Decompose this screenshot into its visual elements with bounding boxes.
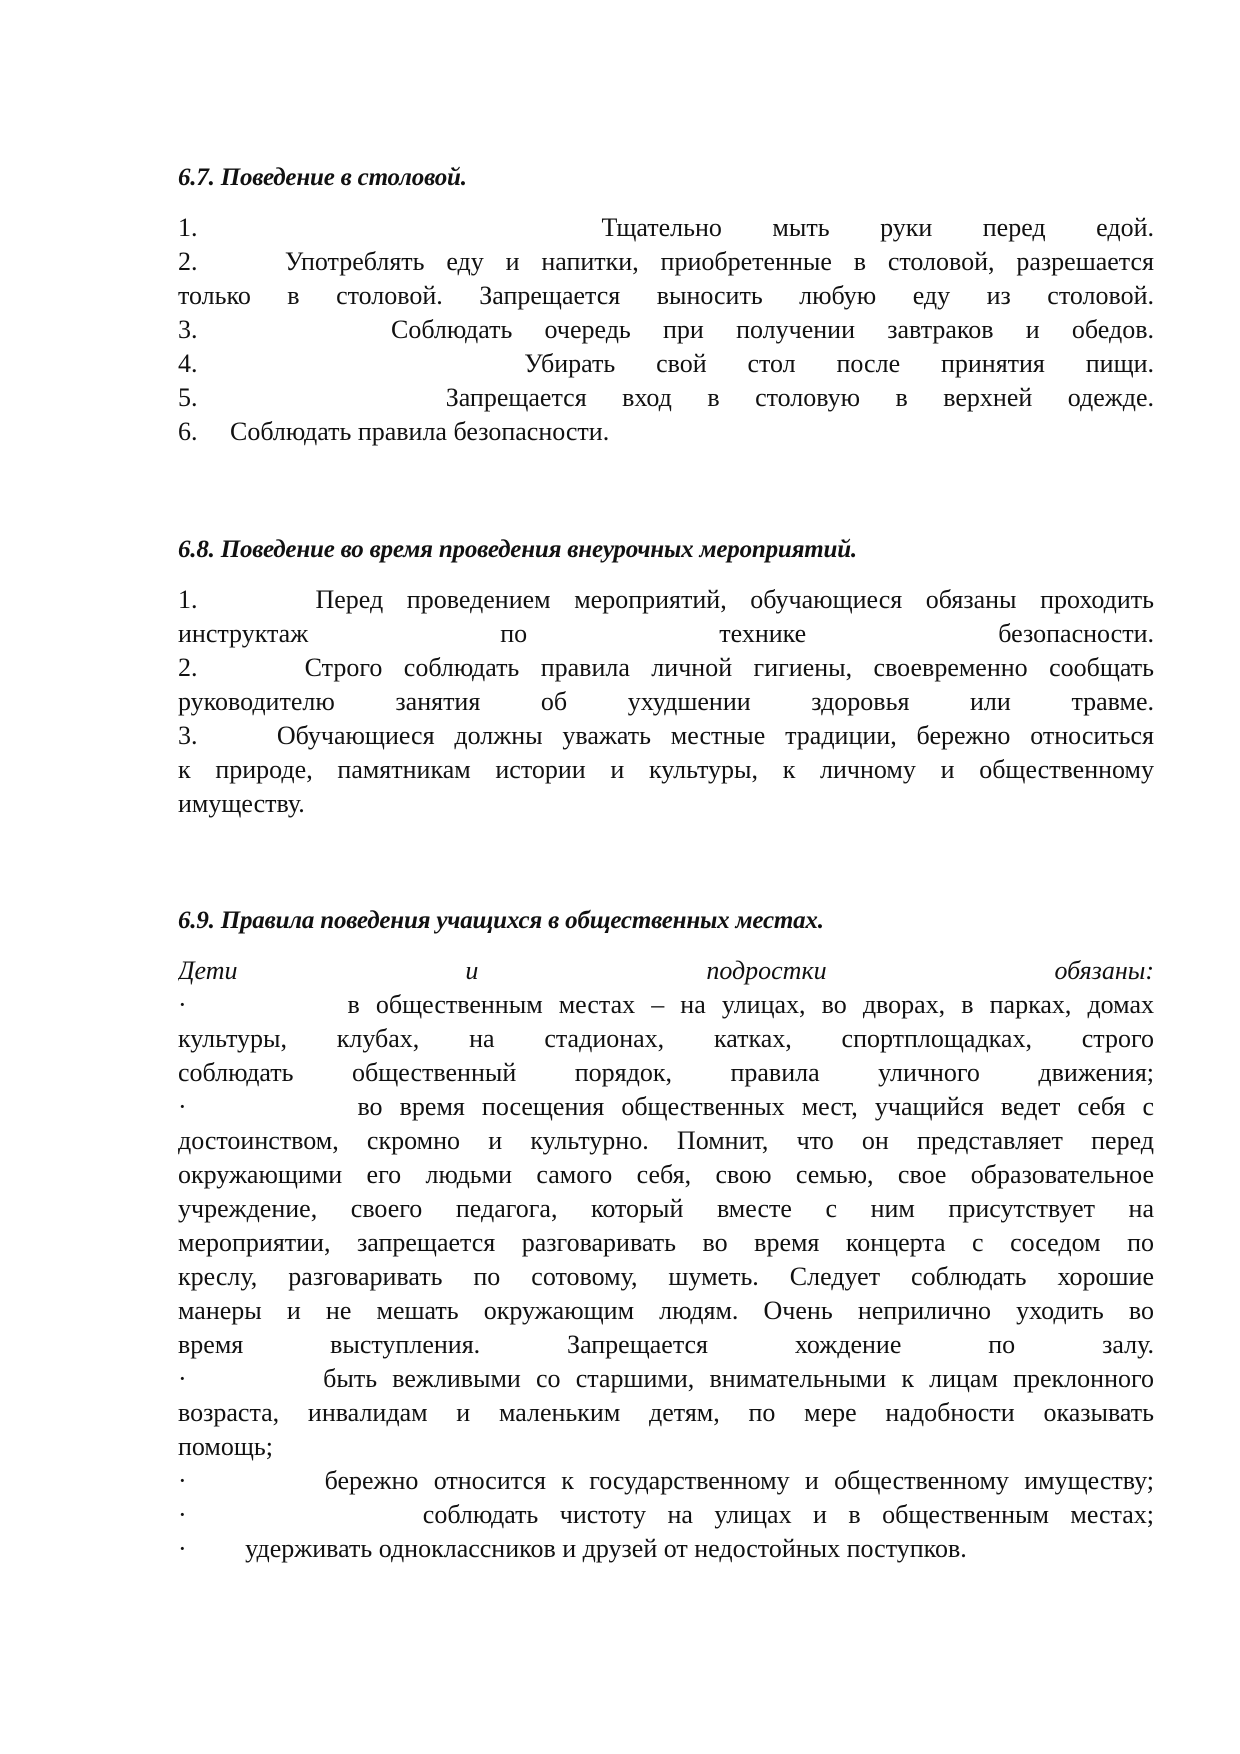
paragraph-line: возраста, инвалидам и маленьким детям, по мере надобности оказывать — [178, 1398, 1154, 1427]
section-heading-6-7: 6.7. Поведение в столовой. — [178, 164, 467, 191]
paragraph-line: мероприятии, запрещается разговаривать во время концерта с соседом по — [178, 1228, 1154, 1257]
paragraph-line: 3. Соблюдать очередь при получении завтраков и обедов. — [178, 315, 1154, 344]
bullet-line: · удерживать одноклассников и друзей от недостойных поступков. — [178, 1534, 967, 1563]
paragraph-line: манеры и не мешать окружающим людям. Очень неприлично уходить во — [178, 1296, 1154, 1325]
paragraph-line: 6. Соблюдать правила безопасности. — [178, 417, 610, 446]
section-heading-6-9: 6.9. Правила поведения учащихся в общественных местах. — [178, 907, 824, 934]
bullet-line: · соблюдать чистоту на улицах и в общественным местах; — [178, 1500, 1154, 1529]
paragraph-line: 3. Обучающиеся должны уважать местные традиции, бережно относиться — [178, 721, 1154, 750]
paragraph-line: 2. Употреблять еду и напитки, приобретенные в столовой, разрешается — [178, 247, 1154, 276]
paragraph-line: только в столовой. Запрещается выносить любую еду из столовой. — [178, 281, 1154, 310]
paragraph-line: к природе, памятникам истории и культуры, к личному и общественному — [178, 755, 1154, 784]
paragraph-line: 2. Строго соблюдать правила личной гигиены, своевременно сообщать — [178, 653, 1154, 682]
paragraph-line: окружающими его людьми самого себя, свою семью, свое образовательное — [178, 1160, 1154, 1189]
paragraph-line: время выступления. Запрещается хождение по залу. — [178, 1330, 1154, 1359]
paragraph-line: 4. Убирать свой стол после принятия пищи. — [178, 349, 1154, 378]
bullet-line: · быть вежливыми со старшими, внимательными к лицам преклонного — [178, 1364, 1154, 1393]
paragraph-line: инструктаж по технике безопасности. — [178, 619, 1154, 648]
paragraph-line: 5. Запрещается вход в столовую в верхней одежде. — [178, 383, 1154, 412]
paragraph-line: 1. Тщательно мыть руки перед едой. — [178, 213, 1154, 242]
paragraph-line: достоинством, скромно и культурно. Помнит, что он представляет перед — [178, 1126, 1154, 1155]
section-heading-6-8: 6.8. Поведение во время проведения внеурочных мероприятий. — [178, 536, 857, 563]
paragraph-line: креслу, разговаривать по сотовому, шуметь. Следует соблюдать хорошие — [178, 1262, 1154, 1291]
bullet-line: · во время посещения общественных мест, учащийся ведет себя с — [178, 1092, 1154, 1121]
section-intro: Дети и подростки обязаны: — [178, 956, 1154, 985]
paragraph-line: соблюдать общественный порядок, правила уличного движения; — [178, 1058, 1154, 1087]
paragraph-line: учреждение, своего педагога, который вместе с ним присутствует на — [178, 1194, 1154, 1223]
bullet-line: · в общественным местах – на улицах, во дворах, в парках, домах — [178, 990, 1154, 1019]
bullet-line: · бережно относится к государственному и общественному имуществу; — [178, 1466, 1154, 1495]
paragraph-line: имуществу. — [178, 789, 305, 818]
paragraph-line: культуры, клубах, на стадионах, катках, спортплощадках, строго — [178, 1024, 1154, 1053]
paragraph-line: 1. Перед проведением мероприятий, обучающиеся обязаны проходить — [178, 585, 1154, 614]
paragraph-line: руководителю занятия об ухудшении здоровья или травме. — [178, 687, 1154, 716]
paragraph-line: помощь; — [178, 1432, 273, 1461]
